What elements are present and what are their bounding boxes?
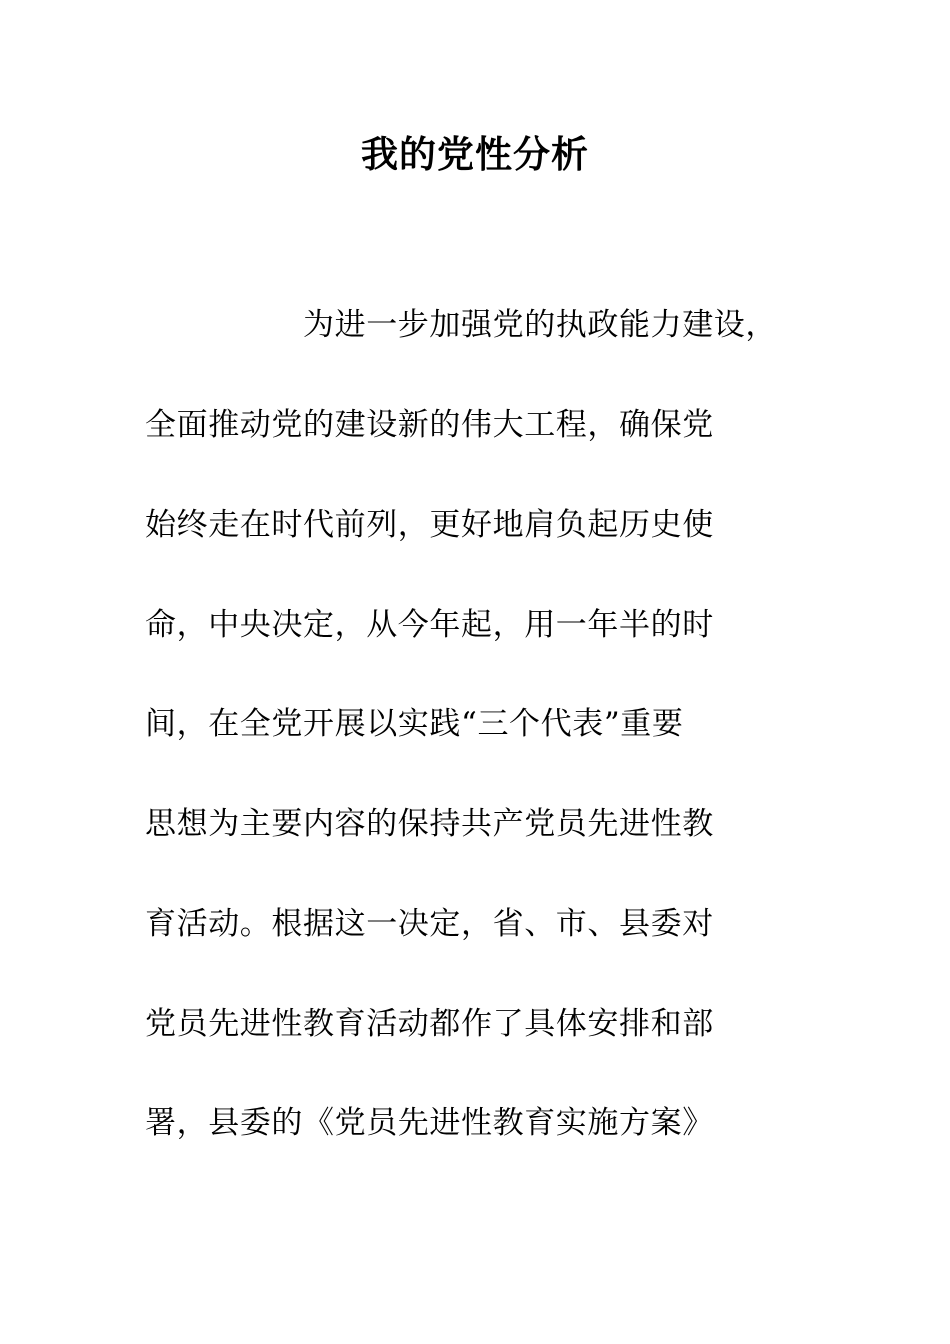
paragraph-line-6: 思想为主要内容的保持共产党员先进性教 [145,806,714,842]
paragraph-line-9: 署，县委的《党员先进性教育实施方案》 [145,1105,714,1141]
paragraph-line-2: 全面推动党的建设新的伟大工程，确保党 [145,407,714,443]
paragraph-line-4: 命，中央决定，从今年起，用一年半的时 [145,607,714,643]
document-title: 我的党性分析 [361,132,589,176]
paragraph-line-1: 为进一步加强党的执政能力建设， [303,307,777,343]
paragraph-line-3: 始终走在时代前列，更好地肩负起历史使 [145,507,714,543]
paragraph-line-8: 党员先进性教育活动都作了具体安排和部 [145,1006,714,1042]
paragraph-line-5: 间，在全党开展以实践“三个代表”重要 [145,706,684,742]
paragraph-line-7: 育活动。根据这一决定，省、市、县委对 [145,906,714,942]
